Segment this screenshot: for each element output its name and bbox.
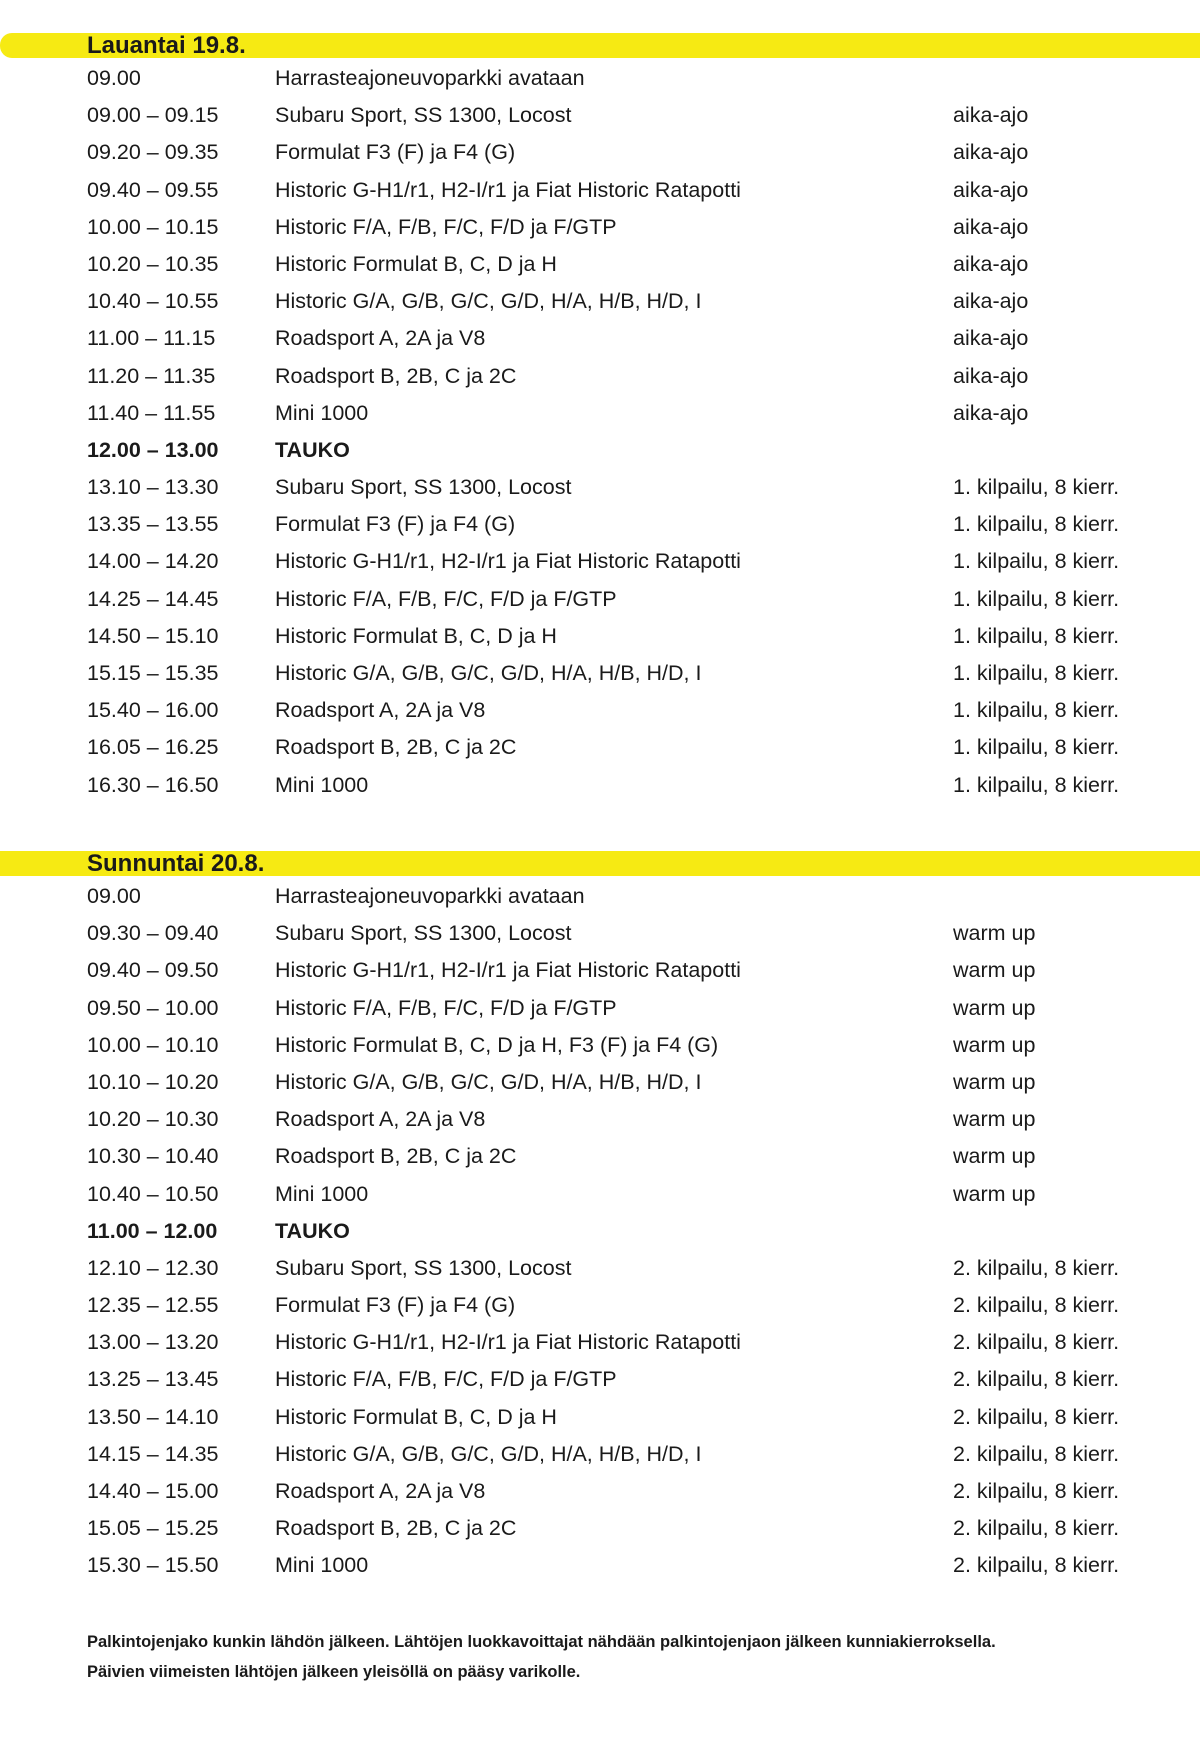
row-note: 1. kilpailu, 8 kierr. bbox=[953, 698, 1120, 723]
day-header-bar bbox=[0, 33, 1200, 58]
schedule-rows bbox=[0, 878, 1200, 1585]
row-class: Historic G-H1/r1, H2-I/r1 ja Fiat Historic Ratapotti bbox=[275, 958, 741, 983]
schedule-row bbox=[0, 246, 1200, 283]
row-note: 2. kilpailu, 8 kierr. bbox=[953, 1553, 1120, 1578]
row-time: 09.30 – 09.40 bbox=[87, 921, 219, 946]
schedule-row bbox=[0, 60, 1200, 97]
row-note: warm up bbox=[953, 1069, 1036, 1094]
row-class: Mini 1000 bbox=[275, 400, 369, 425]
row-note: 1. kilpailu, 8 kierr. bbox=[953, 549, 1120, 574]
schedule-row bbox=[0, 729, 1200, 766]
row-class: Formulat F3 (F) ja F4 (G) bbox=[275, 140, 516, 165]
row-time: 13.00 – 13.20 bbox=[87, 1330, 219, 1355]
schedule-row bbox=[0, 655, 1200, 692]
row-note: 1. kilpailu, 8 kierr. bbox=[953, 475, 1120, 500]
row-time: 10.00 – 10.15 bbox=[87, 214, 219, 239]
schedule-row bbox=[0, 1510, 1200, 1547]
row-class: Mini 1000 bbox=[275, 1181, 369, 1206]
row-note: aika-ajo bbox=[953, 251, 1029, 276]
row-class: TAUKO bbox=[275, 437, 350, 462]
row-time: 15.30 – 15.50 bbox=[87, 1553, 219, 1578]
row-note: aika-ajo bbox=[953, 140, 1029, 165]
row-note: warm up bbox=[953, 1032, 1036, 1057]
schedule-row bbox=[0, 506, 1200, 543]
row-class: Mini 1000 bbox=[275, 772, 369, 797]
row-class: Harrasteajoneuvoparkki avataan bbox=[275, 66, 585, 90]
row-note: 1. kilpailu, 8 kierr. bbox=[953, 661, 1120, 685]
row-time: 09.00 – 09.15 bbox=[87, 103, 219, 128]
row-time: 14.50 – 15.10 bbox=[87, 623, 219, 648]
row-note: 2. kilpailu, 8 kierr. bbox=[953, 1479, 1120, 1503]
schedule-row bbox=[0, 134, 1200, 171]
row-class: Subaru Sport, SS 1300, Locost bbox=[275, 1255, 572, 1280]
row-time: 09.00 bbox=[87, 66, 141, 90]
row-note: 2. kilpailu, 8 kierr. bbox=[953, 1367, 1120, 1392]
row-class: TAUKO bbox=[275, 1218, 350, 1243]
row-note: 1. kilpailu, 8 kierr. bbox=[953, 772, 1120, 797]
row-class: Historic G-H1/r1, H2-I/r1 ja Fiat Historic Ratapotti bbox=[275, 177, 741, 202]
row-time: 10.40 – 10.55 bbox=[87, 289, 219, 314]
row-time: 15.40 – 16.00 bbox=[87, 698, 219, 723]
row-time: 09.40 – 09.50 bbox=[87, 958, 219, 983]
schedule-row bbox=[0, 1324, 1200, 1361]
schedule-row bbox=[0, 1176, 1200, 1213]
row-note: 2. kilpailu, 8 kierr. bbox=[953, 1404, 1120, 1429]
schedule-day-saturday bbox=[0, 33, 1200, 804]
row-time: 14.25 – 14.45 bbox=[87, 586, 219, 611]
row-time: 09.00 bbox=[87, 884, 141, 908]
row-note: 1. kilpailu, 8 kierr. bbox=[953, 512, 1120, 537]
row-note: 2. kilpailu, 8 kierr. bbox=[953, 1441, 1120, 1466]
row-class: Roadsport B, 2B, C ja 2C bbox=[275, 363, 517, 388]
row-time: 10.10 – 10.20 bbox=[87, 1069, 219, 1094]
row-time: 10.30 – 10.40 bbox=[87, 1144, 219, 1169]
schedule-row bbox=[0, 1473, 1200, 1510]
schedule-row bbox=[0, 283, 1200, 320]
row-class: Historic G/A, G/B, G/C, G/D, H/A, H/B, H/D, I bbox=[275, 1441, 702, 1466]
row-note: warm up bbox=[953, 995, 1036, 1020]
row-time: 10.20 – 10.35 bbox=[87, 251, 219, 276]
row-class: Historic G/A, G/B, G/C, G/D, H/A, H/B, H/D, I bbox=[275, 289, 702, 314]
row-class: Historic F/A, F/B, F/C, F/D ja F/GTP bbox=[275, 995, 617, 1020]
schedule-row bbox=[0, 1399, 1200, 1436]
schedule-row bbox=[0, 618, 1200, 655]
row-time: 13.50 – 14.10 bbox=[87, 1404, 219, 1429]
schedule-row bbox=[0, 1361, 1200, 1398]
row-time: 10.00 – 10.10 bbox=[87, 1032, 219, 1057]
row-time: 11.00 – 12.00 bbox=[87, 1218, 218, 1243]
row-note: 2. kilpailu, 8 kierr. bbox=[953, 1330, 1120, 1355]
break-row bbox=[0, 432, 1200, 469]
row-note: aika-ajo bbox=[953, 326, 1029, 351]
row-note: warm up bbox=[953, 1107, 1036, 1132]
day-title: Lauantai 19.8. bbox=[87, 32, 246, 59]
row-class: Roadsport A, 2A ja V8 bbox=[275, 698, 486, 723]
row-class: Roadsport B, 2B, C ja 2C bbox=[275, 1516, 517, 1541]
row-time: 13.35 – 13.55 bbox=[87, 512, 219, 537]
row-class: Historic Formulat B, C, D ja H bbox=[275, 1404, 557, 1429]
footer-note-awards: Palkintojenjako kunkin lähdön jälkeen. Lähtöjen luokkavoittajat nähdään palkintojenjaon jälkeen kunniakierroksella. bbox=[87, 1633, 996, 1651]
day-title: Sunnuntai 20.8. bbox=[87, 850, 265, 877]
schedule-day-sunday bbox=[0, 851, 1200, 1585]
row-time: 14.00 – 14.20 bbox=[87, 549, 219, 574]
row-note: aika-ajo bbox=[953, 103, 1029, 128]
schedule-row bbox=[0, 1064, 1200, 1101]
row-time: 14.40 – 15.00 bbox=[87, 1479, 219, 1503]
row-note: 2. kilpailu, 8 kierr. bbox=[953, 1255, 1120, 1280]
row-class: Formulat F3 (F) ja F4 (G) bbox=[275, 1293, 516, 1318]
row-class: Historic F/A, F/B, F/C, F/D ja F/GTP bbox=[275, 1367, 617, 1392]
row-time: 16.05 – 16.25 bbox=[87, 735, 219, 760]
schedule-row bbox=[0, 952, 1200, 989]
row-note: warm up bbox=[953, 1144, 1036, 1169]
schedule-row bbox=[0, 878, 1200, 915]
row-time: 13.25 – 13.45 bbox=[87, 1367, 219, 1392]
schedule-row bbox=[0, 1250, 1200, 1287]
row-class: Roadsport A, 2A ja V8 bbox=[275, 1479, 486, 1503]
schedule-row bbox=[0, 320, 1200, 357]
schedule-row bbox=[0, 97, 1200, 134]
row-class: Mini 1000 bbox=[275, 1553, 369, 1578]
row-note: warm up bbox=[953, 958, 1036, 983]
row-class: Historic F/A, F/B, F/C, F/D ja F/GTP bbox=[275, 586, 617, 611]
row-class: Roadsport A, 2A ja V8 bbox=[275, 326, 486, 351]
row-time: 11.00 – 11.15 bbox=[87, 326, 216, 351]
row-time: 09.50 – 10.00 bbox=[87, 995, 219, 1020]
row-class: Subaru Sport, SS 1300, Locost bbox=[275, 475, 572, 500]
schedule-row bbox=[0, 358, 1200, 395]
schedule-row bbox=[0, 469, 1200, 506]
row-time: 09.40 – 09.55 bbox=[87, 177, 219, 202]
row-class: Historic Formulat B, C, D ja H, F3 (F) ja F4 (G) bbox=[275, 1032, 719, 1057]
row-time: 16.30 – 16.50 bbox=[87, 772, 219, 797]
schedule-row bbox=[0, 172, 1200, 209]
schedule-row bbox=[0, 990, 1200, 1027]
row-note: aika-ajo bbox=[953, 289, 1029, 314]
row-note: aika-ajo bbox=[953, 177, 1029, 202]
row-class: Historic G/A, G/B, G/C, G/D, H/A, H/B, H/D, I bbox=[275, 661, 702, 685]
row-class: Historic Formulat B, C, D ja H bbox=[275, 623, 557, 648]
row-note: 2. kilpailu, 8 kierr. bbox=[953, 1516, 1120, 1541]
schedule-row bbox=[0, 1101, 1200, 1138]
row-note: warm up bbox=[953, 1181, 1036, 1206]
row-note: 1. kilpailu, 8 kierr. bbox=[953, 623, 1120, 648]
row-time: 09.20 – 09.35 bbox=[87, 140, 219, 165]
schedule-row bbox=[0, 1436, 1200, 1473]
row-note: aika-ajo bbox=[953, 400, 1029, 425]
row-time: 15.05 – 15.25 bbox=[87, 1516, 219, 1541]
row-class: Harrasteajoneuvoparkki avataan bbox=[275, 884, 585, 908]
schedule-row bbox=[0, 1027, 1200, 1064]
row-class: Historic Formulat B, C, D ja H bbox=[275, 251, 557, 276]
schedule-rows bbox=[0, 60, 1200, 804]
row-class: Subaru Sport, SS 1300, Locost bbox=[275, 103, 572, 128]
row-time: 11.20 – 11.35 bbox=[87, 363, 216, 388]
footer-note-paddock: Päivien viimeisten lähtöjen jälkeen yleisöllä on pääsy varikolle. bbox=[87, 1663, 581, 1681]
row-class: Historic G-H1/r1, H2-I/r1 ja Fiat Historic Ratapotti bbox=[275, 549, 741, 574]
row-time: 12.00 – 13.00 bbox=[87, 437, 219, 462]
schedule-row bbox=[0, 581, 1200, 618]
row-class: Roadsport B, 2B, C ja 2C bbox=[275, 735, 517, 760]
row-note: 1. kilpailu, 8 kierr. bbox=[953, 586, 1120, 611]
row-class: Subaru Sport, SS 1300, Locost bbox=[275, 921, 572, 946]
row-class: Roadsport B, 2B, C ja 2C bbox=[275, 1144, 517, 1169]
row-note: aika-ajo bbox=[953, 214, 1029, 239]
schedule-row bbox=[0, 915, 1200, 952]
row-time: 13.10 – 13.30 bbox=[87, 475, 219, 500]
schedule-row bbox=[0, 767, 1200, 804]
schedule-row bbox=[0, 543, 1200, 580]
break-row bbox=[0, 1213, 1200, 1250]
row-note: 2. kilpailu, 8 kierr. bbox=[953, 1293, 1120, 1318]
row-note: 1. kilpailu, 8 kierr. bbox=[953, 735, 1120, 760]
day-header-bar bbox=[0, 851, 1200, 876]
row-class: Historic F/A, F/B, F/C, F/D ja F/GTP bbox=[275, 214, 617, 239]
row-time: 14.15 – 14.35 bbox=[87, 1441, 219, 1466]
row-class: Historic G-H1/r1, H2-I/r1 ja Fiat Historic Ratapotti bbox=[275, 1330, 741, 1355]
row-time: 10.20 – 10.30 bbox=[87, 1107, 219, 1132]
row-time: 11.40 – 11.55 bbox=[87, 400, 216, 425]
row-time: 12.10 – 12.30 bbox=[87, 1255, 219, 1280]
schedule-row bbox=[0, 1287, 1200, 1324]
row-class: Historic G/A, G/B, G/C, G/D, H/A, H/B, H/D, I bbox=[275, 1069, 702, 1094]
schedule-row bbox=[0, 395, 1200, 432]
row-note: warm up bbox=[953, 921, 1036, 946]
footer-notes bbox=[87, 1627, 1187, 1687]
row-time: 12.35 – 12.55 bbox=[87, 1293, 219, 1318]
row-time: 10.40 – 10.50 bbox=[87, 1181, 219, 1206]
schedule-row bbox=[0, 209, 1200, 246]
row-class: Roadsport A, 2A ja V8 bbox=[275, 1107, 486, 1132]
row-time: 15.15 – 15.35 bbox=[87, 661, 219, 685]
row-class: Formulat F3 (F) ja F4 (G) bbox=[275, 512, 516, 537]
schedule-row bbox=[0, 1547, 1200, 1584]
schedule-row bbox=[0, 1138, 1200, 1175]
row-note: aika-ajo bbox=[953, 363, 1029, 388]
schedule-row bbox=[0, 692, 1200, 729]
